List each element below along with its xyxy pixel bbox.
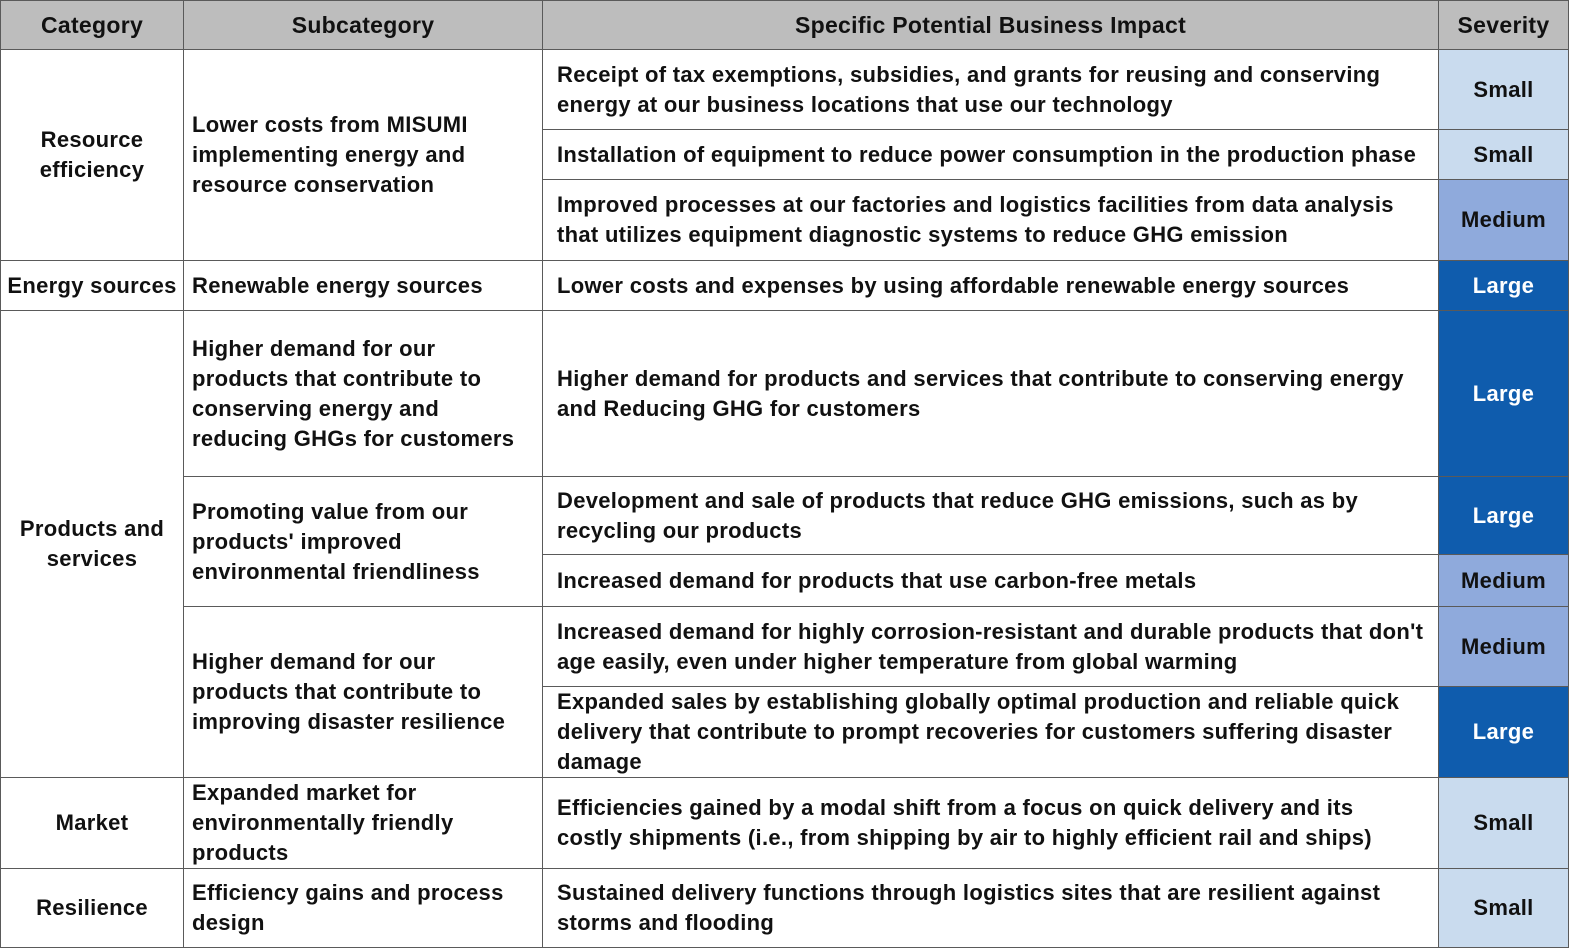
impact-cell: Development and sale of products that reduce GHG emissions, such as by recycling our products [543, 477, 1439, 555]
severity-badge: Medium [1439, 180, 1569, 261]
category-cell: Resilience [1, 869, 184, 948]
header-severity: Severity [1439, 1, 1569, 50]
severity-badge: Medium [1439, 555, 1569, 607]
table-row [1, 477, 1569, 555]
severity-badge: Large [1439, 477, 1569, 555]
table-row [1, 311, 1569, 477]
impact-cell: Receipt of tax exemptions, subsidies, and grants for reusing and conserving energy at our business locations that use our technology [543, 50, 1439, 130]
subcategory-cell: Higher demand for our products that contribute to improving disaster resilience [184, 607, 543, 778]
table-row [1, 261, 1569, 311]
impact-cell: Sustained delivery functions through logistics sites that are resilient against storms and flooding [543, 869, 1439, 948]
table-row [1, 50, 1569, 130]
impact-cell: Lower costs and expenses by using affordable renewable energy sources [543, 261, 1439, 311]
category-cell: Energy sources [1, 261, 184, 311]
impact-cell: Higher demand for products and services that contribute to conserving energy and Reducing GHG for customers [543, 311, 1439, 477]
impact-cell: Increased demand for highly corrosion-resistant and durable products that don't age easily, even under higher temperature from global warming [543, 607, 1439, 687]
impact-cell: Efficiencies gained by a modal shift from a focus on quick delivery and its costly shipments (i.e., from shipping by air to highly efficient rail and ships) [543, 778, 1439, 869]
header-subcategory: Subcategory [184, 1, 543, 50]
severity-badge: Small [1439, 130, 1569, 180]
severity-badge: Small [1439, 50, 1569, 130]
severity-badge: Large [1439, 687, 1569, 778]
header-impact: Specific Potential Business Impact [543, 1, 1439, 50]
category-cell: Resource efficiency [1, 50, 184, 261]
subcategory-cell: Higher demand for our products that contribute to conserving energy and reducing GHGs for customers [184, 311, 543, 477]
severity-badge: Small [1439, 778, 1569, 869]
category-cell: Market [1, 778, 184, 869]
impact-cell: Increased demand for products that use carbon-free metals [543, 555, 1439, 607]
severity-badge: Medium [1439, 607, 1569, 687]
severity-badge: Large [1439, 261, 1569, 311]
severity-badge: Large [1439, 311, 1569, 477]
subcategory-cell: Lower costs from MISUMI implementing energy and resource conservation [184, 50, 543, 261]
header-row [1, 1, 1569, 50]
impact-cell: Improved processes at our factories and logistics facilities from data analysis that utilizes equipment diagnostic systems to reduce GHG emission [543, 180, 1439, 261]
impact-cell: Expanded sales by establishing globally optimal production and reliable quick delivery that contribute to prompt recoveries for customers suffering disaster damage [543, 687, 1439, 778]
table-row [1, 778, 1569, 869]
category-cell: Products and services [1, 311, 184, 778]
header-category: Category [1, 1, 184, 50]
subcategory-cell: Efficiency gains and process design [184, 869, 543, 948]
impact-cell: Installation of equipment to reduce power consumption in the production phase [543, 130, 1439, 180]
subcategory-cell: Expanded market for environmentally friendly products [184, 778, 543, 869]
subcategory-cell: Renewable energy sources [184, 261, 543, 311]
table-row [1, 869, 1569, 948]
table-row [1, 607, 1569, 687]
severity-badge: Small [1439, 869, 1569, 948]
subcategory-cell: Promoting value from our products' improved environmental friendliness [184, 477, 543, 607]
